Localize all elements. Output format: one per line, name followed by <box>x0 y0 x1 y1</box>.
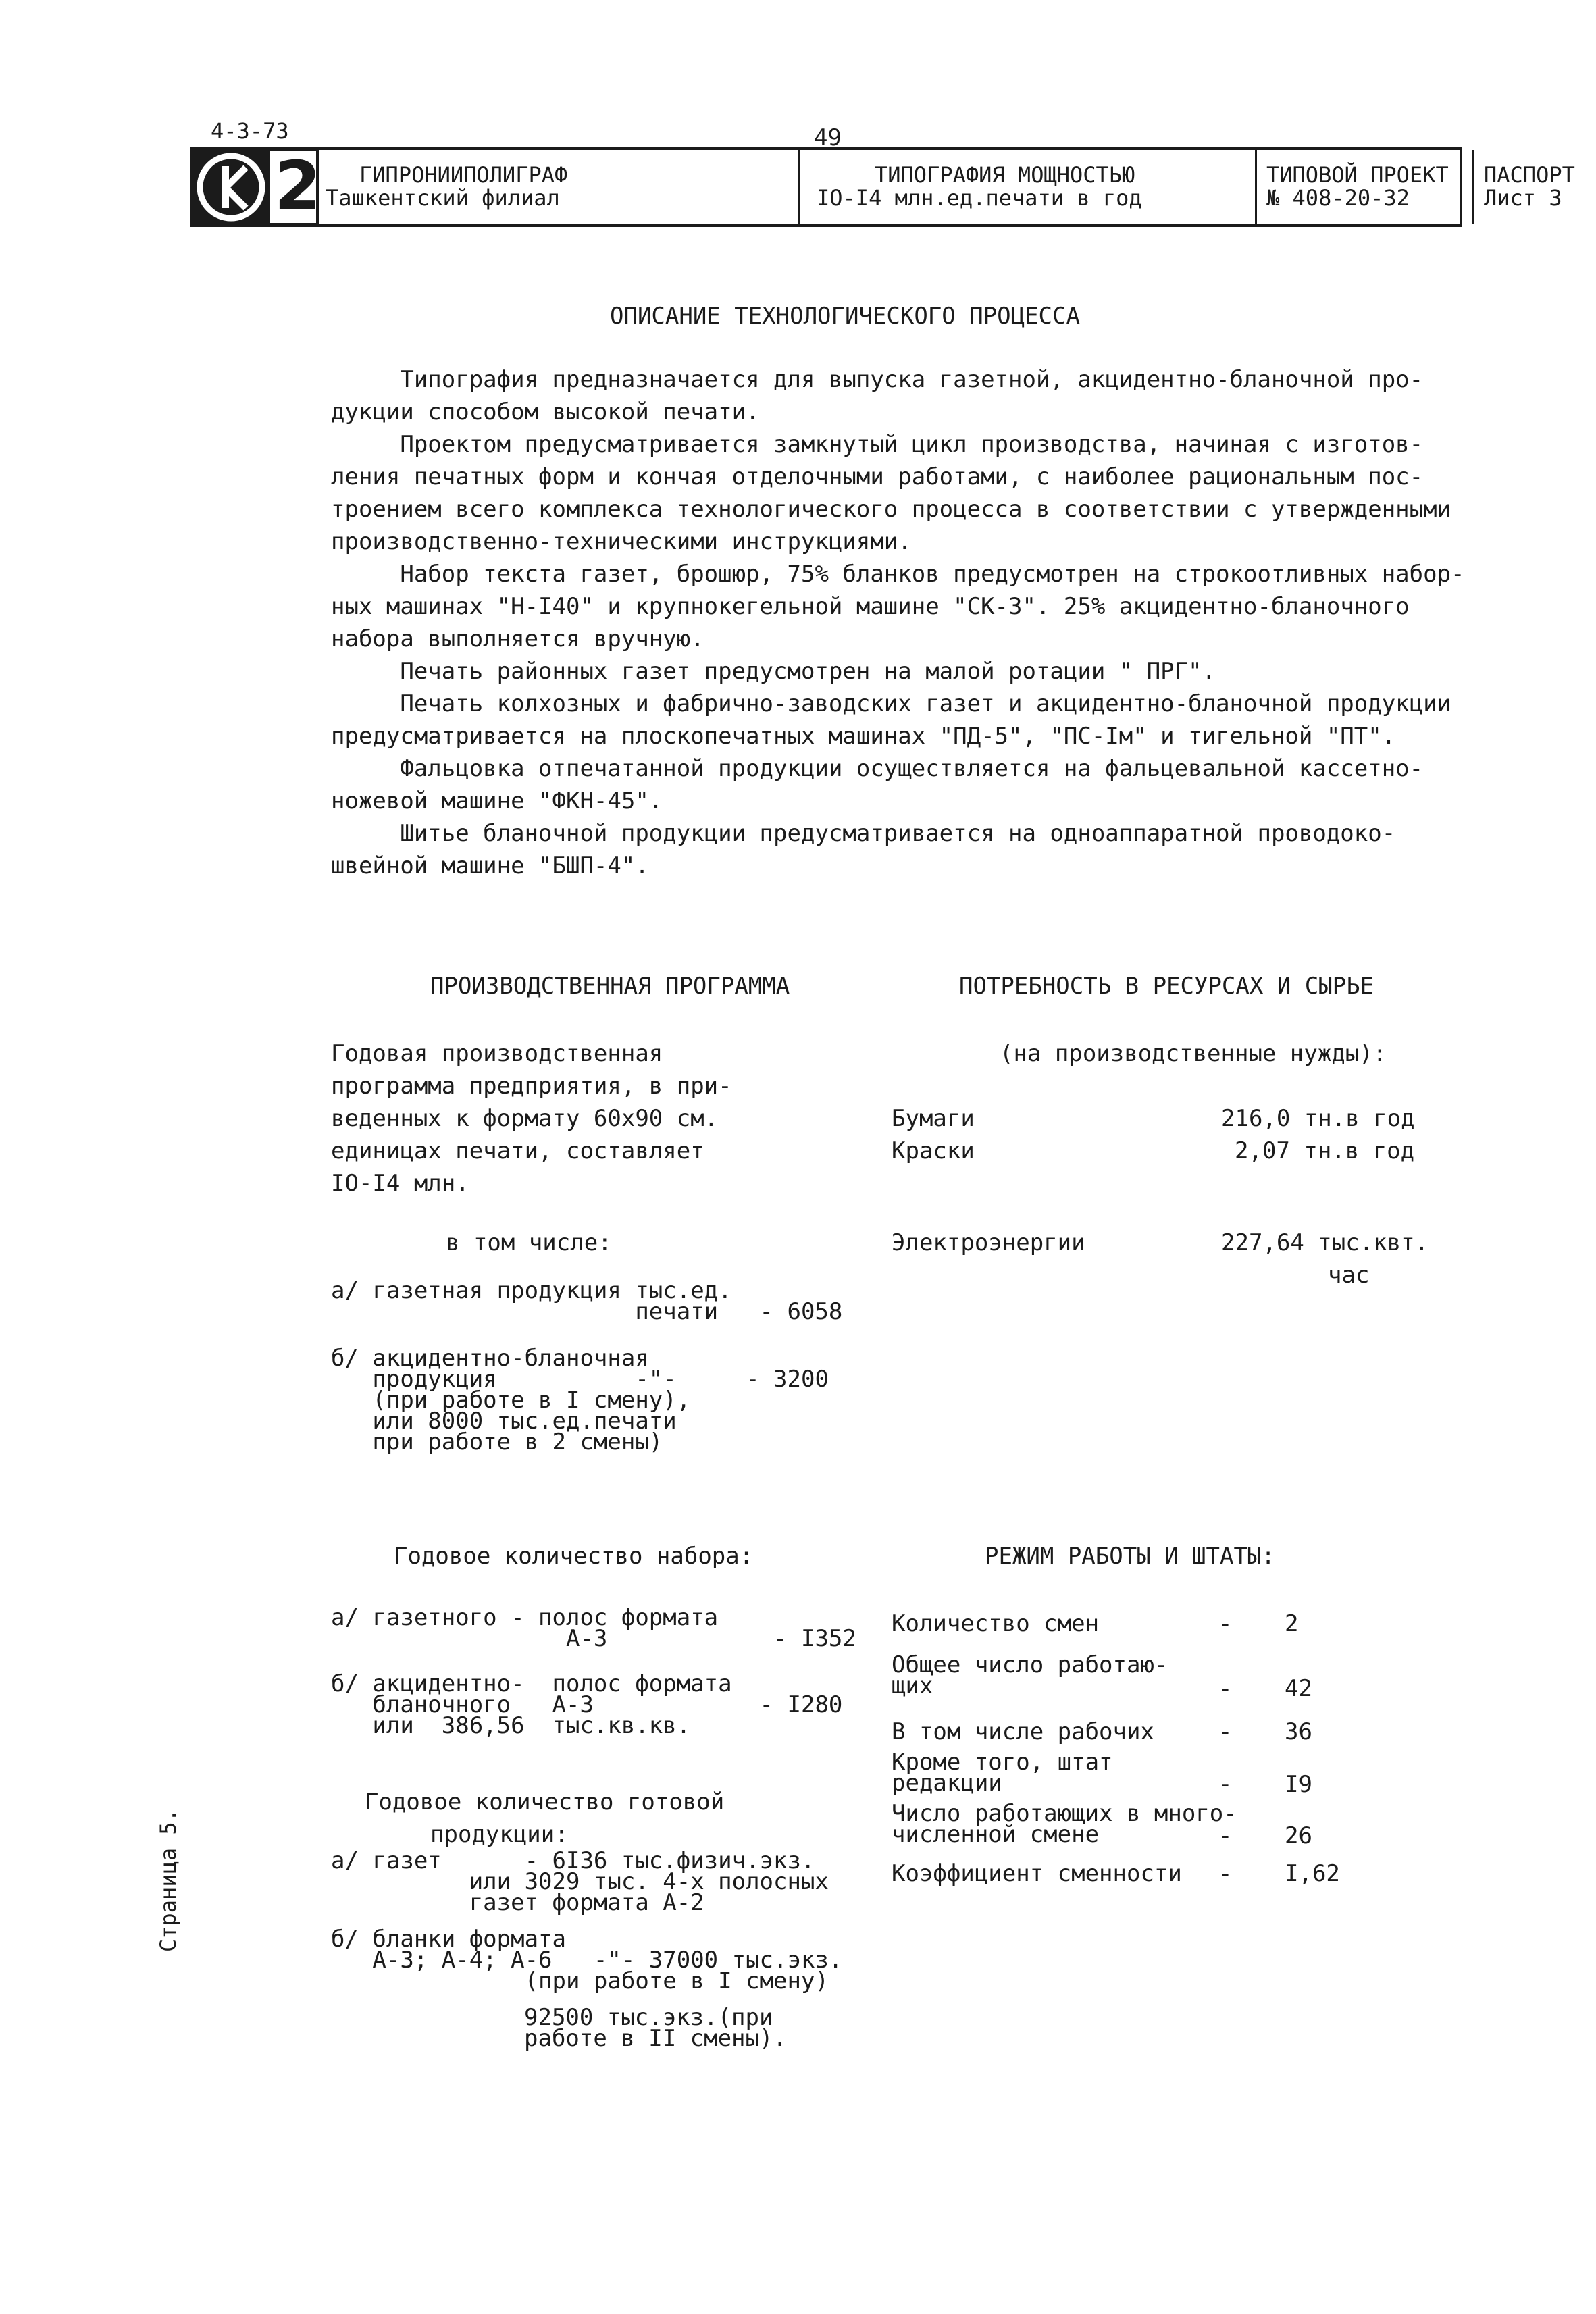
passport-label: ПАСПОРТ <box>1484 162 1575 188</box>
staff-label: Кроме того, штат редакции <box>892 1749 1113 1797</box>
typesetting-item-b-line: или 386,56 тыс.кв.кв. <box>331 1712 691 1739</box>
typesetting-item-a <box>331 1604 856 1652</box>
description <box>331 363 1465 882</box>
program-line: программа предприятия, в при- <box>331 1073 732 1100</box>
description-line: троением всего комплекса технологического процесса в соответствии с утвержденными <box>331 496 1451 523</box>
program-line: Годовая производственная <box>331 1040 663 1067</box>
sheet-number: Лист 3 <box>1484 185 1562 211</box>
title-cell <box>798 150 1255 224</box>
typesetting-item-b <box>331 1670 843 1739</box>
description-line: Типография предназначается для выпуска газетной, акцидентно-бланочной про- <box>331 366 1424 393</box>
staff-value: 2 <box>1285 1610 1299 1637</box>
program-item-a-value: печати - 6058 <box>331 1298 843 1325</box>
typesetting-item-a-line: а/ газетного - полос формата <box>331 1604 719 1631</box>
resource-value: 2,07 тн.в год <box>1235 1137 1415 1164</box>
resources-subtitle: (на производственные нужды): <box>1000 1040 1387 1067</box>
program-item-b-line: (при работе в I смену), <box>331 1387 691 1414</box>
staff-dash: - <box>1218 1771 1233 1798</box>
staff-value: 42 <box>1285 1675 1312 1702</box>
program-intro <box>331 1037 732 1200</box>
typesetting-item-b-value: бланочного А-3 - I280 <box>331 1691 843 1718</box>
staff-value: I,62 <box>1285 1860 1340 1887</box>
staff-label: Число работающих в много- численной смене <box>892 1800 1237 1848</box>
staff-value: I9 <box>1285 1771 1312 1798</box>
description-line: Печать колхозных и фабрично-заводских газет и акцидентно-бланочной продукции <box>331 690 1451 717</box>
typesetting-item-b-line: б/ акцидентно- полос формата <box>331 1670 732 1697</box>
staff-dash: - <box>1218 1610 1233 1637</box>
page-number: 49 <box>814 124 842 151</box>
description-line: набора выполняется вручную. <box>331 625 704 652</box>
description-line: Печать районных газет предусмотрен на малой ротации " ПРГ". <box>331 658 1216 685</box>
resource-value: 227,64 тыс.квт. <box>1221 1229 1429 1256</box>
description-line: Набор текста газет, брошюр, 75% бланков предусмотрен на строкоотливных набор- <box>331 561 1465 588</box>
finished-item-b-line: б/ бланки формата <box>331 1926 566 1953</box>
description-line: ных машинах "Н-I40" и крупнокегельной машине "СК-3". 25% акцидентно-бланочного <box>331 593 1410 620</box>
finished-item-a-line: газет формата А-2 <box>331 1889 704 1916</box>
staff-dash: - <box>1218 1860 1233 1887</box>
program-item-b-value: продукция -"- - 3200 <box>331 1366 829 1393</box>
page-side-label: Страница 5. <box>155 1809 181 1952</box>
staff-label: Количество смен <box>892 1610 1100 1637</box>
finished-item-a-line: или 3029 тыс. 4-х полосных <box>331 1868 829 1895</box>
finished-item-b-line: А-3; А-4; А-6 -"- 37000 тыс.экз. <box>331 1947 843 1974</box>
org-branch: Ташкентский филиал <box>326 185 560 211</box>
description-line: Фальцовка отпечатанной продукции осуществляется на фальцевальной кассетно- <box>331 755 1424 782</box>
resource-label: Краски <box>892 1137 975 1164</box>
resources-title: ПОТРЕБНОСТЬ В РЕСУРСАХ И СЫРЬЕ <box>959 973 1374 1000</box>
title-block <box>190 147 1575 227</box>
program-item-b-line: б/ акцидентно-бланочная <box>331 1345 649 1372</box>
resource-value: 216,0 тн.в год <box>1221 1105 1415 1132</box>
description-line: Шитье бланочной продукции предусматривается на одноаппаратной проводоко- <box>331 820 1396 847</box>
staff-value: 26 <box>1285 1822 1312 1849</box>
staff-label: Коэффициент сменности <box>892 1860 1182 1887</box>
program-item-b-line: или 8000 тыс.ед.печати <box>331 1408 677 1435</box>
program-line: веденных к формату 60х90 см. <box>331 1105 719 1132</box>
section-title: ОПИСАНИЕ ТЕХНОЛОГИЧЕСКОГО ПРОЦЕССА <box>610 303 1080 330</box>
description-line: предусматривается на плоскопечатных машинах "ПД-5", "ПС-Iм" и тигельной "ПТ". <box>331 723 1396 750</box>
description-line: Проектом предусматривается замкнутый цикл производства, начиная с изготов- <box>331 431 1424 458</box>
passport-cell <box>1472 150 1596 224</box>
resource-unit: час <box>1328 1262 1370 1289</box>
description-line: дукции способом высокой печати. <box>331 398 760 426</box>
program-item-b <box>331 1345 829 1456</box>
staff-title: РЕЖИМ РАБОТЫ И ШТАТЫ: <box>985 1543 1275 1570</box>
program-item-a <box>331 1277 843 1325</box>
project-cell <box>1255 150 1478 224</box>
staff-dash: - <box>1218 1718 1233 1745</box>
staff-dash: - <box>1218 1675 1233 1702</box>
description-line: производственно-техническими инструкциями. <box>331 528 912 555</box>
finished-item-b-line: (при работе в I смену) <box>331 1968 829 1995</box>
program-item-a-line: а/ газетная продукция тыс.ед. <box>331 1277 732 1304</box>
staff-label: Общее число работаю- щих <box>892 1651 1168 1699</box>
finished-title-2: продукции: <box>430 1821 569 1848</box>
program-line: единицах печати, составляет <box>331 1137 704 1164</box>
project-number: № 408-20-32 <box>1266 185 1410 211</box>
staff-value: 36 <box>1285 1718 1312 1745</box>
program-title: ПРОИЗВОДСТВЕННАЯ ПРОГРАММА <box>430 973 790 1000</box>
program-item-b-line: при работе в 2 смены) <box>331 1429 663 1456</box>
finished-item-a-line: а/ газет - 6I36 тыс.физич.экз. <box>331 1847 815 1874</box>
org-cell <box>319 150 798 224</box>
org-name: ГИПРОНИИПОЛИГРАФ <box>359 162 568 188</box>
project-type: ТИПОВОЙ ПРОЕКТ <box>1266 162 1449 188</box>
finished-item-b-line: 92500 тыс.экз.(при <box>524 2004 773 2031</box>
finished-item-b-line: работе в II смены). <box>524 2025 787 2052</box>
finished-item-a <box>331 1847 829 1916</box>
resource-label: Электроэнергии <box>892 1229 1085 1256</box>
finished-item-b-extra <box>524 2004 787 2052</box>
typesetting-title: Годовое количество набора: <box>394 1543 754 1570</box>
including-label: в том числе: <box>446 1229 612 1256</box>
logo <box>190 147 319 227</box>
description-line: ления печатных форм и кончая отделочными работами, с наиболее рациональным пос- <box>331 463 1424 490</box>
typesetting-item-a-value: А-3 - I352 <box>331 1625 856 1652</box>
program-line: IO-I4 млн. <box>331 1170 469 1197</box>
title-line-2: IO-I4 млн.ед.печати в год <box>817 185 1142 211</box>
description-line: ножевой машине "ФКН-45". <box>331 788 663 815</box>
description-line: швейной машине "БШП-4". <box>331 852 649 879</box>
resource-label: Бумаги <box>892 1105 975 1132</box>
document-code: 4-3-73 <box>211 118 289 144</box>
logo-number: 2 <box>274 147 321 226</box>
finished-item-b <box>331 1926 843 1995</box>
staff-dash: - <box>1218 1822 1233 1849</box>
title-line-1: ТИПОГРАФИЯ МОЩНОСТЬЮ <box>875 162 1135 188</box>
staff-label: В том числе рабочих <box>892 1718 1154 1745</box>
finished-title: Годовое количество готовой <box>365 1789 725 1816</box>
